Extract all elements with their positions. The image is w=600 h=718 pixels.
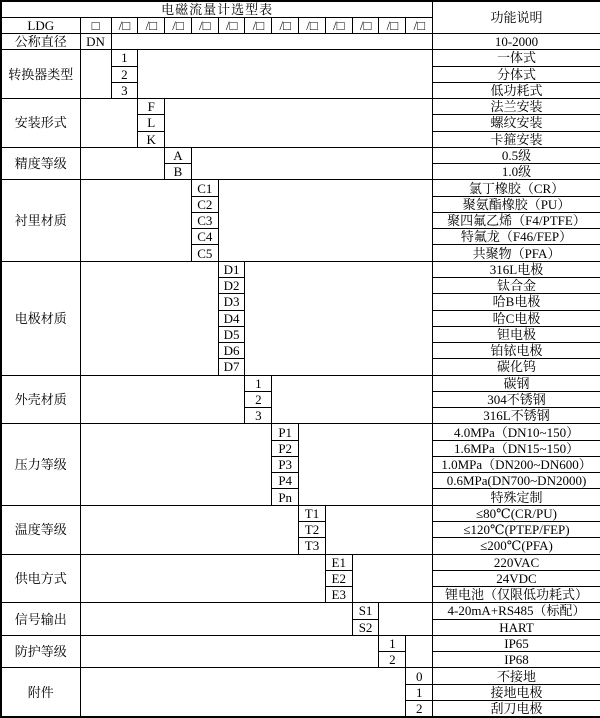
spacer-cell (111, 34, 433, 50)
option-code: A (165, 147, 192, 163)
option-description: 铂铱电极 (433, 343, 600, 359)
option-description: 一体式 (433, 50, 600, 66)
spacer-cell (379, 603, 433, 636)
spacer-cell (80, 424, 272, 505)
option-description: 哈B电极 (433, 294, 600, 310)
option-code: 1 (379, 635, 406, 651)
option-description: 碳钢 (433, 375, 600, 391)
option-description: ≤80℃(CR/PU) (433, 505, 600, 521)
category-label: 压力等级 (1, 424, 80, 505)
option-description: 316L电极 (433, 261, 600, 277)
category-label: 防护等级 (1, 635, 80, 668)
spacer-cell (218, 180, 433, 261)
option-description: 304不锈钢 (433, 391, 600, 407)
option-description: 钽电极 (433, 326, 600, 342)
option-code: S2 (352, 619, 379, 635)
option-code: P2 (272, 440, 299, 456)
option-code: D1 (218, 261, 245, 277)
option-code: K (138, 131, 165, 147)
option-description: ≤120℃(PTEP/FEP) (433, 522, 600, 538)
option-description: 螺纹安装 (433, 115, 600, 131)
spacer-cell (165, 99, 433, 148)
model-code-slot: /□ (406, 17, 433, 33)
model-prefix: LDG (1, 17, 80, 33)
option-code: E3 (325, 587, 352, 603)
option-code: C4 (191, 229, 218, 245)
option-code: T3 (299, 538, 326, 554)
model-code-slot: /□ (165, 17, 192, 33)
spacer-cell (299, 424, 433, 505)
option-code: E2 (325, 570, 352, 586)
option-code: 2 (379, 652, 406, 668)
spacer-cell (406, 635, 433, 668)
category-label: 附件 (1, 668, 80, 717)
option-code: 3 (245, 408, 272, 424)
option-code: E1 (325, 554, 352, 570)
option-code: P4 (272, 473, 299, 489)
option-code: D7 (218, 359, 245, 375)
option-code: D4 (218, 310, 245, 326)
option-code: P3 (272, 456, 299, 472)
option-code: F (138, 99, 165, 115)
option-code: 2 (245, 391, 272, 407)
option-description: HART (433, 619, 600, 635)
category-label: 温度等级 (1, 505, 80, 554)
option-description: IP68 (433, 652, 600, 668)
option-description: 0.5级 (433, 147, 600, 163)
model-code-slot: /□ (299, 17, 326, 33)
spacer-cell (80, 554, 325, 603)
spacer-cell (80, 375, 245, 424)
category-label: 信号输出 (1, 603, 80, 636)
option-description: 不接地 (433, 668, 600, 684)
table-title: 电磁流量计选型表 (1, 1, 433, 17)
option-code: C2 (191, 196, 218, 212)
model-code-slot: /□ (325, 17, 352, 33)
spacer-cell (272, 375, 433, 424)
option-code: B (165, 164, 192, 180)
spacer-cell (80, 668, 406, 717)
spacer-cell (80, 50, 111, 99)
spacer-cell (80, 635, 379, 668)
category-label: 转换器类型 (1, 50, 80, 99)
option-code: S1 (352, 603, 379, 619)
category-label: 电极材质 (1, 261, 80, 375)
spacer-cell (325, 505, 432, 554)
option-description: 4-20mA+RS485（标配） (433, 603, 600, 619)
option-description: 碳化钨 (433, 359, 600, 375)
category-label: 外壳材质 (1, 375, 80, 424)
option-description: 1.0级 (433, 164, 600, 180)
option-code: 2 (406, 700, 433, 716)
option-description: 24VDC (433, 570, 600, 586)
option-description: 氯丁橡胶（CR） (433, 180, 600, 196)
option-description: 锂电池（仅限低功耗式） (433, 587, 600, 603)
category-label: 供电方式 (1, 554, 80, 603)
option-description: 聚四氟乙烯（F4/PTFE） (433, 212, 600, 228)
model-code-slot: □ (80, 17, 111, 33)
spacer-cell (80, 603, 352, 636)
option-description: 0.6MPa(DN700~DN2000) (433, 473, 600, 489)
option-code: L (138, 115, 165, 131)
option-description: 特氟龙（F46/FEP） (433, 229, 600, 245)
option-code: D3 (218, 294, 245, 310)
option-description: 低功耗式 (433, 82, 600, 98)
option-description: IP65 (433, 635, 600, 651)
model-code-slot: /□ (352, 17, 379, 33)
option-code: Pn (272, 489, 299, 505)
option-code: D2 (218, 278, 245, 294)
category-label: 公称直径 (1, 34, 80, 50)
option-description: ≤200℃(PFA) (433, 538, 600, 554)
option-description: 10-2000 (433, 34, 600, 50)
spacer-cell (80, 99, 138, 148)
option-description: 刮刀电极 (433, 700, 600, 716)
option-code: 2 (111, 66, 138, 82)
option-code: C3 (191, 212, 218, 228)
model-code-slot: /□ (272, 17, 299, 33)
option-code: C5 (191, 245, 218, 261)
option-description: 1.6MPa（DN15~150） (433, 440, 600, 456)
option-description: 聚氨酯橡胶（PU） (433, 196, 600, 212)
model-code-slot: /□ (218, 17, 245, 33)
option-code: 1 (245, 375, 272, 391)
spacer-cell (80, 505, 299, 554)
option-code: 1 (406, 684, 433, 700)
model-code-slot: /□ (379, 17, 406, 33)
option-description: 特殊定制 (433, 489, 600, 505)
option-code: T2 (299, 522, 326, 538)
option-description: 1.0MPa（DN200~DN600） (433, 456, 600, 472)
spacer-cell (80, 147, 165, 180)
option-code: 3 (111, 82, 138, 98)
spacer-cell (245, 261, 433, 375)
option-description: 钛合金 (433, 278, 600, 294)
option-description: 接地电极 (433, 684, 600, 700)
model-code-slot: /□ (111, 17, 138, 33)
option-description: 卡箍安装 (433, 131, 600, 147)
option-code: C1 (191, 180, 218, 196)
option-description: 220VAC (433, 554, 600, 570)
option-code: P1 (272, 424, 299, 440)
option-description: 共聚物（PFA） (433, 245, 600, 261)
function-column-header: 功能说明 (433, 1, 600, 34)
option-description: 316L不锈钢 (433, 408, 600, 424)
spacer-cell (80, 261, 218, 375)
category-label: 安装形式 (1, 99, 80, 148)
option-code: 0 (406, 668, 433, 684)
option-code: D6 (218, 343, 245, 359)
spacer-cell (191, 147, 432, 180)
spacer-cell (138, 50, 433, 99)
option-description: 法兰安装 (433, 99, 600, 115)
option-description: 分体式 (433, 66, 600, 82)
spacer-cell (80, 180, 191, 261)
option-code: D5 (218, 326, 245, 342)
category-label: 衬里材质 (1, 180, 80, 261)
option-code: DN (80, 34, 111, 50)
model-code-slot: /□ (138, 17, 165, 33)
spacer-cell (352, 554, 433, 603)
option-code: T1 (299, 505, 326, 521)
model-code-slot: /□ (245, 17, 272, 33)
option-code: 1 (111, 50, 138, 66)
option-description: 哈C电极 (433, 310, 600, 326)
category-label: 精度等级 (1, 147, 80, 180)
option-description: 4.0MPa（DN10~150） (433, 424, 600, 440)
model-code-slot: /□ (191, 17, 218, 33)
